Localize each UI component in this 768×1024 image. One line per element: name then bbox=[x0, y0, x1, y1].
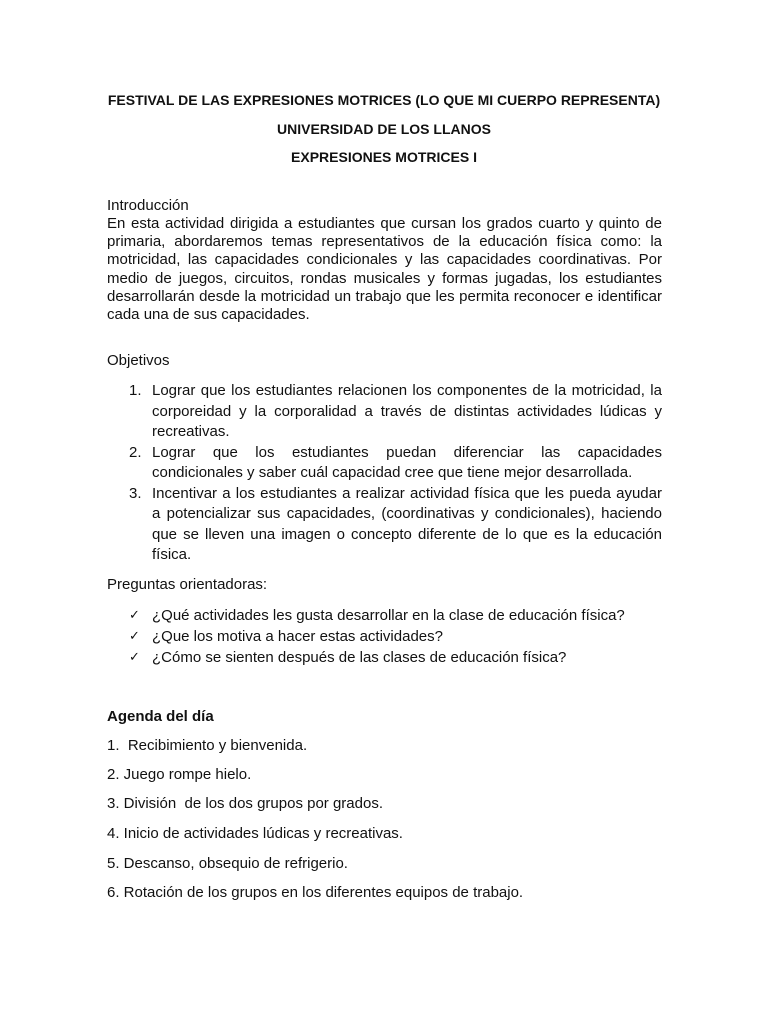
question-text: ¿Cómo se sienten después de las clases de educación física? bbox=[152, 649, 567, 666]
course-name: EXPRESIONES MOTRICES I bbox=[291, 149, 477, 165]
objective-line: corporeidad y la corporalidad a través de distintas actividades lúdicas y bbox=[152, 402, 662, 420]
introduction-line: desarrollarán desde la motricidad un trabajo que les permita reconocer e identificar bbox=[107, 287, 662, 305]
introduction-paragraph bbox=[107, 215, 662, 324]
agenda-item: 3. División de los dos grupos por grados. bbox=[107, 795, 383, 812]
guiding-questions-list bbox=[107, 605, 662, 668]
objective-number: 2. bbox=[129, 443, 142, 461]
university-name: UNIVERSIDAD DE LOS LLANOS bbox=[277, 121, 491, 137]
introduction-heading: Introducción bbox=[107, 197, 189, 214]
agenda-item: 4. Inicio de actividades lúdicas y recreativas. bbox=[107, 825, 403, 842]
objective-item bbox=[107, 484, 662, 566]
objective-line: Lograr que los estudiantes relacionen los componentes de la motricidad, la bbox=[152, 382, 662, 399]
checkmark-icon: ✓ bbox=[129, 650, 140, 665]
question-item bbox=[107, 626, 662, 647]
guiding-questions-heading: Preguntas orientadoras: bbox=[107, 576, 268, 593]
objective-line: a potencializar sus capacidades, (coordinativas y condicionales), haciendo bbox=[152, 505, 662, 522]
objective-line: condicionales y saber cuál capacidad cree que tiene mejor desarrollada. bbox=[152, 464, 633, 481]
objective-line: que se lleven una imagen o concepto diferente de lo que es la educación bbox=[152, 525, 662, 543]
introduction-line: medio de juegos, circuitos, rondas musicales y formas jugadas, los estudiantes bbox=[107, 269, 662, 287]
agenda-item: 1. Recibimiento y bienvenida. bbox=[107, 737, 308, 754]
objective-line: Lograr que los estudiantes puedan diferenciar las capacidades bbox=[152, 443, 662, 461]
objectives-heading: Objetivos bbox=[107, 352, 170, 369]
question-item bbox=[107, 605, 662, 626]
introduction-line: cada una de sus capacidades. bbox=[107, 305, 310, 323]
question-item bbox=[107, 647, 662, 668]
question-text: ¿Que los motiva a hacer estas actividades? bbox=[152, 628, 443, 645]
document-title: FESTIVAL DE LAS EXPRESIONES MOTRICES (LO QUE MI CUERPO REPRESENTA) bbox=[107, 92, 661, 108]
checkmark-icon: ✓ bbox=[129, 608, 140, 623]
introduction-line: motricidad, las capacidades condicionales y las capacidades coordinativas. Por bbox=[107, 251, 662, 269]
objectives-list bbox=[107, 381, 662, 566]
objective-item bbox=[107, 443, 662, 484]
agenda-item: 5. Descanso, obsequio de refrigerio. bbox=[107, 855, 348, 872]
question-text: ¿Qué actividades les gusta desarrollar en la clase de educación física? bbox=[152, 607, 625, 624]
introduction-line: En esta actividad dirigida a estudiantes que cursan los grados cuarto y quinto de bbox=[107, 215, 662, 232]
objective-number: 1. bbox=[129, 382, 142, 399]
agenda-item: 6. Rotación de los grupos en los diferentes equipos de trabajo. bbox=[107, 884, 524, 901]
agenda-heading: Agenda del día bbox=[107, 708, 214, 725]
objective-line: Incentivar a los estudiantes a realizar actividad física que les pueda ayudar bbox=[152, 484, 662, 502]
checkmark-icon: ✓ bbox=[129, 629, 140, 644]
agenda-item: 2. Juego rompe hielo. bbox=[107, 766, 252, 783]
objective-line: recreativas. bbox=[152, 423, 230, 440]
objective-line: física. bbox=[152, 546, 192, 563]
objective-item bbox=[107, 381, 662, 443]
introduction-line: primaria, abordaremos temas representativos de la educación física como: la bbox=[107, 233, 662, 251]
objective-number: 3. bbox=[129, 484, 142, 502]
